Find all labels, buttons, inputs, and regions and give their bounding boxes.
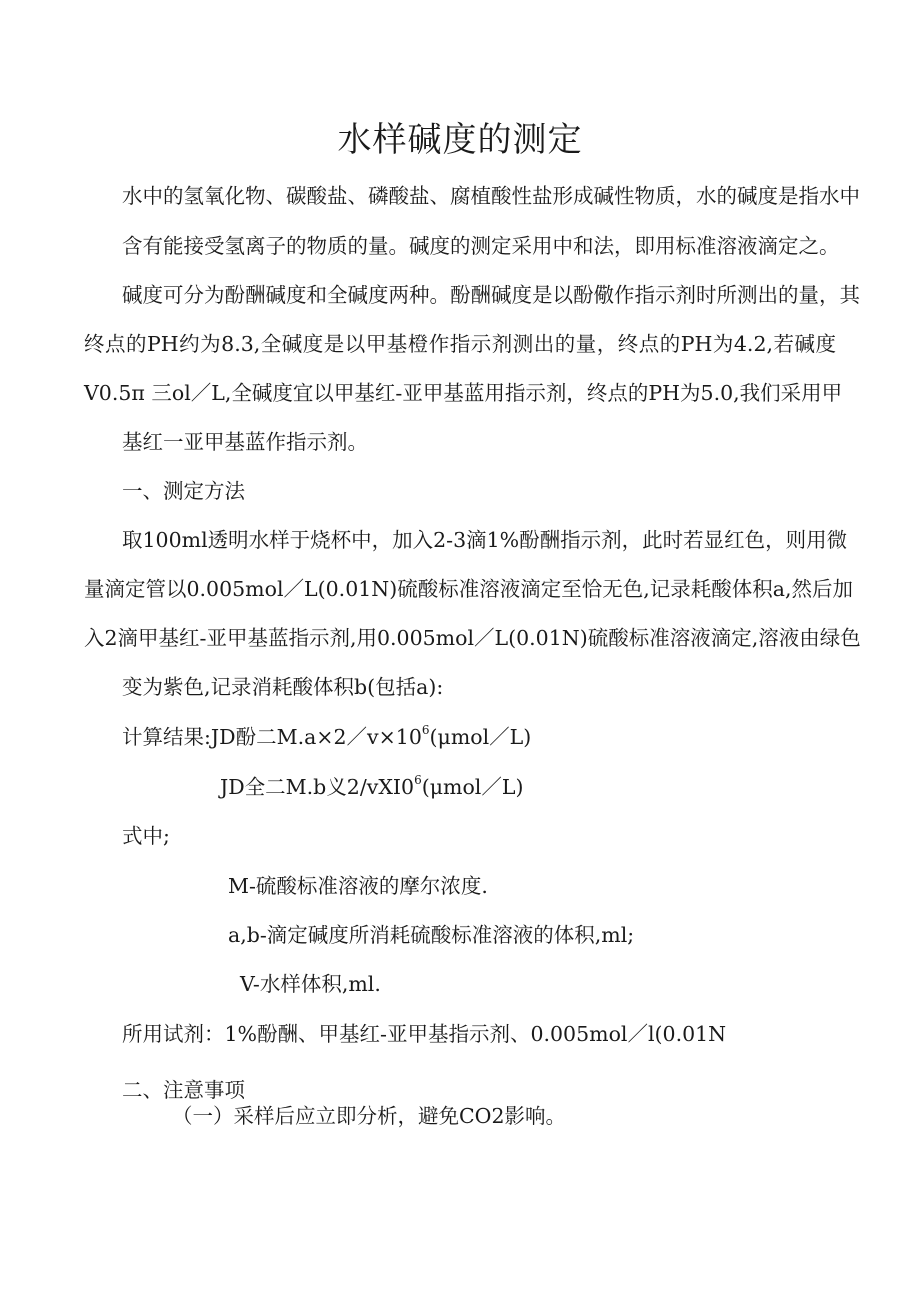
types-line-3: V0.5π 三ol／L,全碱度宜以甲基红-亚甲基蓝用指示剂，终点的PH为5.0,我们采用甲 (84, 381, 843, 405)
formula-1-unit: (μmol／L) (429, 725, 532, 749)
formula-1-main: JD酚二M.a×2／v×10 (210, 725, 422, 749)
definition-v: V-水样体积,ml. (240, 972, 381, 996)
reagents-line: 所用试剂：1%酚酬、甲基红-亚甲基指示剂、0.005mol／l(0.01N (122, 1022, 727, 1046)
intro-line-1: 水中的氢氧化物、碳酸盐、磷酸盐、腐植酸性盐形成碱性物质，水的碱度是指水中 (122, 184, 860, 208)
formula-2-unit: (μmol／L) (421, 775, 524, 799)
formula-2-exponent: 6 (414, 773, 422, 788)
definition-ab: a,b-滴定碱度所消耗硫酸标准溶液的体积,ml; (228, 923, 635, 947)
types-line-2: 终点的PH约为8.3,全碱度是以甲基橙作指示剂测出的量，终点的PH为4.2,若碱度 (84, 332, 836, 356)
definition-m: M-硫酸标准溶液的摩尔浓度. (228, 874, 488, 898)
types-line-1: 碱度可分为酚酬碱度和全碱度两种。酚酬碱度是以酚儆作指示剂时所测出的量，其 (122, 283, 860, 307)
calc-formula-1 (122, 722, 531, 752)
formula-2-main: JD全二M.b义2/vXI0 (220, 775, 415, 799)
where-label: 式中; (122, 824, 170, 848)
section-2-heading: 二、注意事项 (122, 1078, 245, 1102)
method-line-1: 取100ml透明水样于烧杯中，加入2-3滴1%酚酬指示剂，此时若显红色，则用微 (122, 528, 848, 552)
calc-label: 计算结果: (122, 725, 211, 749)
method-line-3: 入2滴甲基红-亚甲基蓝指示剂,用0.005mol／L(0.01N)硫酸标准溶液滴定,溶液由绿色 (84, 626, 861, 650)
method-line-2: 量滴定管以0.005mol／L(0.01N)硫酸标准溶液滴定至恰无色,记录耗酸体积a,然后加 (84, 577, 853, 601)
notice-item-1: （一）采样后应立即分析，避免CO2影响。 (172, 1104, 567, 1128)
types-line-4: 基红一亚甲基蓝作指示剂。 (122, 430, 368, 454)
intro-line-2: 含有能接受氢离子的物质的量。碱度的测定采用中和法，即用标准溶液滴定之。 (122, 234, 840, 258)
method-line-4: 变为紫色,记录消耗酸体积b(包括a): (122, 675, 444, 699)
calc-formula-2 (220, 772, 523, 802)
formula-1-exponent: 6 (421, 723, 430, 738)
page-title: 水样碱度的测定 (337, 120, 583, 160)
section-1-heading: 一、测定方法 (122, 479, 245, 503)
